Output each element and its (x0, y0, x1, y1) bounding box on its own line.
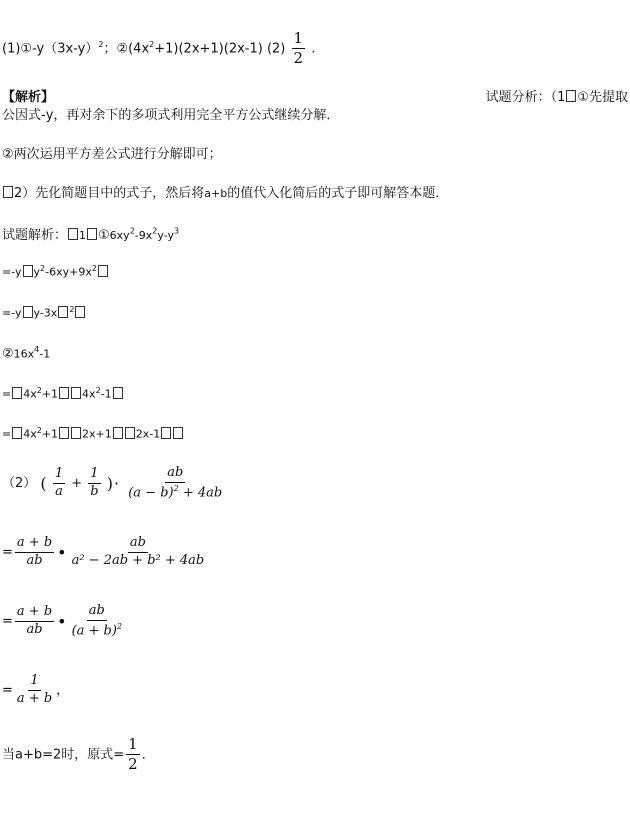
analysis-tip: 试题分析：（1 ①先提取 (485, 90, 628, 105)
analysis-line3: 2）先化简题目中的式子，然后将a+b的值代入化简后的式子即可解答本题． (2, 182, 448, 201)
solution-part2-step1: = $\frac{a + b}{ab}$ • $\frac{ab}{\text{a² − 2ab + b² + 4ab}}$ (2, 535, 205, 568)
fraction-ab-over-sum: $\frac{ab}{(a - b)^2 + 4ab}$ (128, 465, 223, 501)
analysis-title: 【解析】 (2, 90, 55, 105)
solution-step-4: $②16x^4-1$ (2, 345, 51, 362)
answer-fraction: $\frac{1}{2}$ (293, 29, 304, 68)
analysis-line2: ②两次运用平方差公式进行分解即可； (2, 147, 222, 162)
answer-line: $(1)①-y(3x-y)^2$；$②(4x^2+1)(2x+1)(2x-1)$ (2) $\frac{1}{2}$ . (2, 29, 316, 68)
solution-part2-step2: = $\frac{a + b}{ab}$ • $\frac{ab}{(a + b)^2}$ (2, 603, 123, 639)
solution-step-5: = $4x^2+1$ $4x^2-1$ (2, 386, 124, 401)
fraction-1-over-b: $\frac{1}{b}$ (90, 466, 99, 500)
analysis-line1: 公因式-y，再对余下的多项式利用完全平方公式继续分解． (2, 108, 340, 123)
solution-step-6: = $4x^2+1$ 2x+1 2x-1 (2, 426, 184, 441)
solution-final: 当a+b=2时，原式= $\frac{1}{2}$ ． (2, 735, 155, 774)
final-fraction: $\frac{1}{2}$ (128, 735, 138, 774)
solution-step-2: =-y $y^2-6xy+9x^2$ (2, 264, 109, 279)
solution-step-3: =-y y-3x $^2$ (2, 305, 86, 320)
missing-glyph-icon (3, 186, 13, 198)
fraction-1-over-a: $\frac{1}{a}$ (54, 466, 64, 500)
answer-part1: (1)①-y（3x-y） (2, 41, 99, 57)
solution-part2-expression: （2） ( $\frac{1}{a}$ + $\frac{1}{b}$ )· $\frac{ab}{(a - b)^2 + 4ab}$ (2, 465, 223, 501)
solution-part2-step3: = $\frac{1}{a + b}$ ， (2, 673, 70, 706)
missing-glyph-icon (566, 90, 576, 102)
solution-step-1: 试题解析： 1 $①6xy^2-9x^2y-y^3$ (2, 226, 180, 243)
